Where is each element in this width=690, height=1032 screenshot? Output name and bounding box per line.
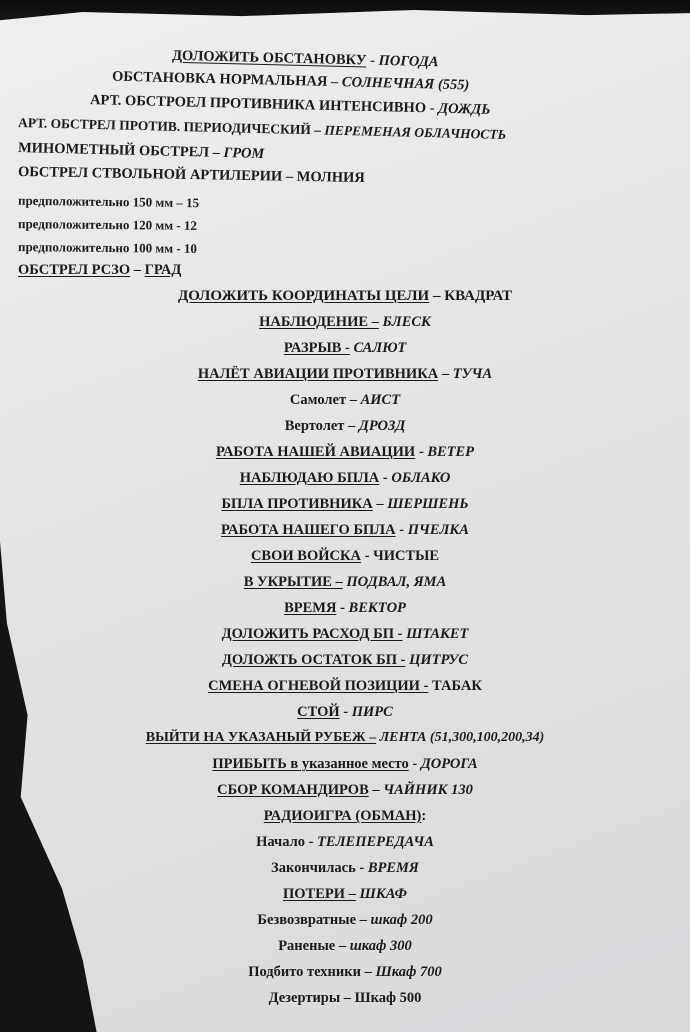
doc-line <box>0 339 690 357</box>
doc-line <box>0 417 690 435</box>
doc-line-sep: – <box>429 288 445 304</box>
doc-line-code: ОБЛАКО <box>391 470 451 486</box>
doc-line <box>0 859 690 877</box>
doc-line <box>0 937 690 955</box>
doc-line <box>0 313 690 331</box>
doc-line-term: БПЛА ПРОТИВНИКА <box>221 496 373 512</box>
doc-line-term: ОБСТРЕЛ СТВОЛЬНОЙ АРТИЛЕРИИ – МОЛНИЯ <box>17 163 365 187</box>
doc-line-term: РАБОТА НАШЕЙ АВИАЦИИ <box>215 444 416 460</box>
doc-line-term: РАБОТА НАШЕГО БПЛА <box>221 522 396 538</box>
doc-line-code: ЛЕНТА (51,300,100,200,34) <box>379 730 545 745</box>
doc-line-code: ВЕТЕР <box>427 444 475 460</box>
doc-line-code: ПЧЕЛКА <box>407 522 469 538</box>
doc-line <box>18 192 199 213</box>
doc-line-code: ГРАД <box>144 262 182 278</box>
doc-line-code: ШЕРШЕНЬ <box>387 496 469 512</box>
doc-line <box>0 625 690 643</box>
doc-line-sep: – <box>335 938 350 954</box>
doc-line-code: ПЕРЕМЕНАЯ ОБЛАЧНОСТЬ <box>324 122 507 142</box>
doc-line-term: СМЕНА ОГНЕВОЙ ПОЗИЦИИ - <box>208 678 429 694</box>
doc-line-sep: – <box>310 122 325 138</box>
doc-line-term: предположительно 150 мм – 15 <box>17 192 200 211</box>
doc-line-term: ПОТЕРИ – <box>283 886 356 902</box>
doc-line-code: Шкаф 700 <box>375 964 442 980</box>
doc-line-code: ПОГОДА <box>378 52 439 71</box>
doc-line <box>0 885 690 903</box>
doc-line-code: ТЕЛЕПЕРЕДАЧА <box>317 834 434 850</box>
doc-line-term: НАЛЁТ АВИАЦИИ ПРОТИВНИКА <box>197 366 439 382</box>
doc-line-term: МИНОМЕТНЫЙ ОБСТРЕЛ <box>17 139 210 161</box>
doc-line <box>0 807 690 825</box>
doc-line-code: ЧИСТЫЕ <box>373 548 440 564</box>
doc-line-term: РАЗРЫВ - <box>283 340 350 356</box>
doc-line-sep: : <box>421 808 427 824</box>
doc-line-code: СОЛНЕЧНАЯ (555) <box>341 74 470 94</box>
doc-line-term: предположительно 100 мм - 10 <box>17 239 198 256</box>
doc-line <box>0 495 690 513</box>
doc-line <box>18 238 197 258</box>
doc-line-term: ДОЛОЖТЬ ОСТАТОК БП - <box>221 652 406 668</box>
doc-line <box>0 703 690 721</box>
doc-line-term: ПРИБЫТЬ в указанное место <box>212 756 409 772</box>
doc-line-sep: - <box>336 600 349 616</box>
doc-line <box>0 287 690 305</box>
doc-line <box>0 521 690 539</box>
doc-line-code: АИСТ <box>360 392 401 408</box>
doc-line <box>0 469 690 487</box>
doc-line-sep: – <box>360 964 376 980</box>
doc-line-code: ДОЖДЬ <box>437 100 491 118</box>
doc-line-code: БЛЕСК <box>382 314 431 330</box>
doc-line-code: ЦИТРУС <box>409 652 469 668</box>
doc-line-term: ОБСТАНОВКА НОРМАЛЬНАЯ <box>111 68 328 90</box>
doc-line-term: ДОЛОЖИТЬ КООРДИНАТЫ ЦЕЛИ <box>177 288 430 304</box>
doc-line-code: ДРОЗД <box>358 418 406 434</box>
doc-line-term: ДОЛОЖИТЬ ОБСТАНОВКУ <box>171 47 367 69</box>
doc-line-term: Закончилась <box>271 860 356 876</box>
doc-line <box>0 391 690 409</box>
doc-line-term: НАБЛЮДЕНИЕ – <box>259 314 379 330</box>
doc-line-term: Начало <box>256 834 305 850</box>
doc-line-sep: - <box>425 100 439 117</box>
doc-line-term: РАДИОИГРА (ОБМАН) <box>263 808 422 824</box>
doc-line-code: ШТАКЕТ <box>406 626 469 642</box>
doc-line-code: ГРОМ <box>223 145 265 163</box>
doc-line-term: ДОЛОЖИТЬ РАСХОД БП - <box>221 626 403 642</box>
doc-line-code: ПОДВАЛ, ЯМА <box>346 574 447 590</box>
doc-line <box>0 911 690 929</box>
doc-line <box>0 781 690 799</box>
doc-line-code: ВЕКТОР <box>348 600 406 616</box>
doc-line-sep: – <box>208 144 224 162</box>
doc-line-sep: - <box>304 834 318 850</box>
doc-line-sep: - <box>360 548 374 564</box>
doc-line <box>0 547 690 565</box>
doc-line-term: ОБСТРЕЛ РСЗО <box>18 262 131 278</box>
doc-line-code: САЛЮТ <box>353 340 407 356</box>
doc-line-term: Вертолет <box>284 418 345 434</box>
doc-line-sep: - <box>339 704 352 720</box>
doc-line-term: Дезертиры – Шкаф 500 <box>268 990 422 1006</box>
doc-line-sep: – <box>438 366 453 382</box>
doc-line-sep: - <box>408 756 421 772</box>
doc-line-sep: – <box>327 73 343 91</box>
doc-line-term: СБОР КОМАНДИРОВ <box>217 782 369 798</box>
doc-line-code: ВРЕМЯ <box>367 860 419 876</box>
doc-line-sep: – <box>368 782 384 798</box>
doc-line-term: В УКРЫТИЕ – <box>243 574 343 590</box>
doc-line-term: предположительно 120 мм - 12 <box>17 216 198 233</box>
doc-line-code: ТУЧА <box>452 366 493 382</box>
doc-line-term: СВОИ ВОЙСКА <box>250 548 361 564</box>
doc-line <box>0 755 690 773</box>
doc-line-code: ШКАФ <box>359 886 407 902</box>
doc-line-sep: – <box>356 912 371 928</box>
doc-line <box>0 573 690 591</box>
doc-line <box>18 261 181 279</box>
doc-line <box>0 443 690 461</box>
doc-line-sep: - <box>355 860 368 876</box>
doc-line-term: СТОЙ <box>297 704 340 720</box>
doc-line-term: Безвозвратные <box>257 912 357 928</box>
doc-line-code: ТАБАК <box>432 678 482 694</box>
doc-line <box>0 833 690 851</box>
doc-line-code: ДОРОГА <box>420 756 478 772</box>
doc-line-term: НАБЛЮДАЮ БПЛА <box>239 470 380 486</box>
doc-line <box>0 729 690 747</box>
doc-line-term: Раненые <box>278 938 336 954</box>
doc-line-term: Самолет <box>289 392 347 408</box>
doc-line-term: ВРЕМЯ <box>284 600 337 616</box>
doc-line <box>0 963 690 981</box>
doc-line-code: ЧАЙНИК 130 <box>383 782 473 798</box>
doc-line-sep: – <box>344 418 359 434</box>
doc-line-term: Подбито техники <box>248 964 361 980</box>
doc-line-sep: – <box>372 496 388 512</box>
doc-line <box>0 599 690 617</box>
doc-line-sep: - <box>415 444 428 460</box>
doc-line-code: КВАДРАТ <box>444 288 513 304</box>
doc-line-code: шкаф 200 <box>370 912 433 928</box>
doc-line-code: ПИРС <box>351 704 393 720</box>
doc-line-sep: – <box>346 392 361 408</box>
doc-line <box>18 215 197 235</box>
doc-line-term: АРТ. ОБСТРОЕЛ ПРОТИВНИКА ИНТЕНСИВНО <box>89 92 427 117</box>
doc-line-term: ВЫЙТИ НА УКАЗАНЫЙ РУБЕЖ – <box>145 730 377 745</box>
doc-line-term: АРТ. ОБСТРЕЛ ПРОТИВ. ПЕРИОДИЧЕСКИЙ <box>17 115 312 138</box>
doc-line-sep: - <box>366 52 379 69</box>
doc-line-sep: - <box>395 522 408 538</box>
doc-line <box>0 365 690 383</box>
doc-line <box>0 989 690 1007</box>
doc-line-sep: – <box>130 262 145 278</box>
doc-line-sep: - <box>379 470 392 486</box>
doc-line <box>0 677 690 695</box>
doc-line-code: шкаф 300 <box>349 938 412 954</box>
doc-line <box>0 651 690 669</box>
